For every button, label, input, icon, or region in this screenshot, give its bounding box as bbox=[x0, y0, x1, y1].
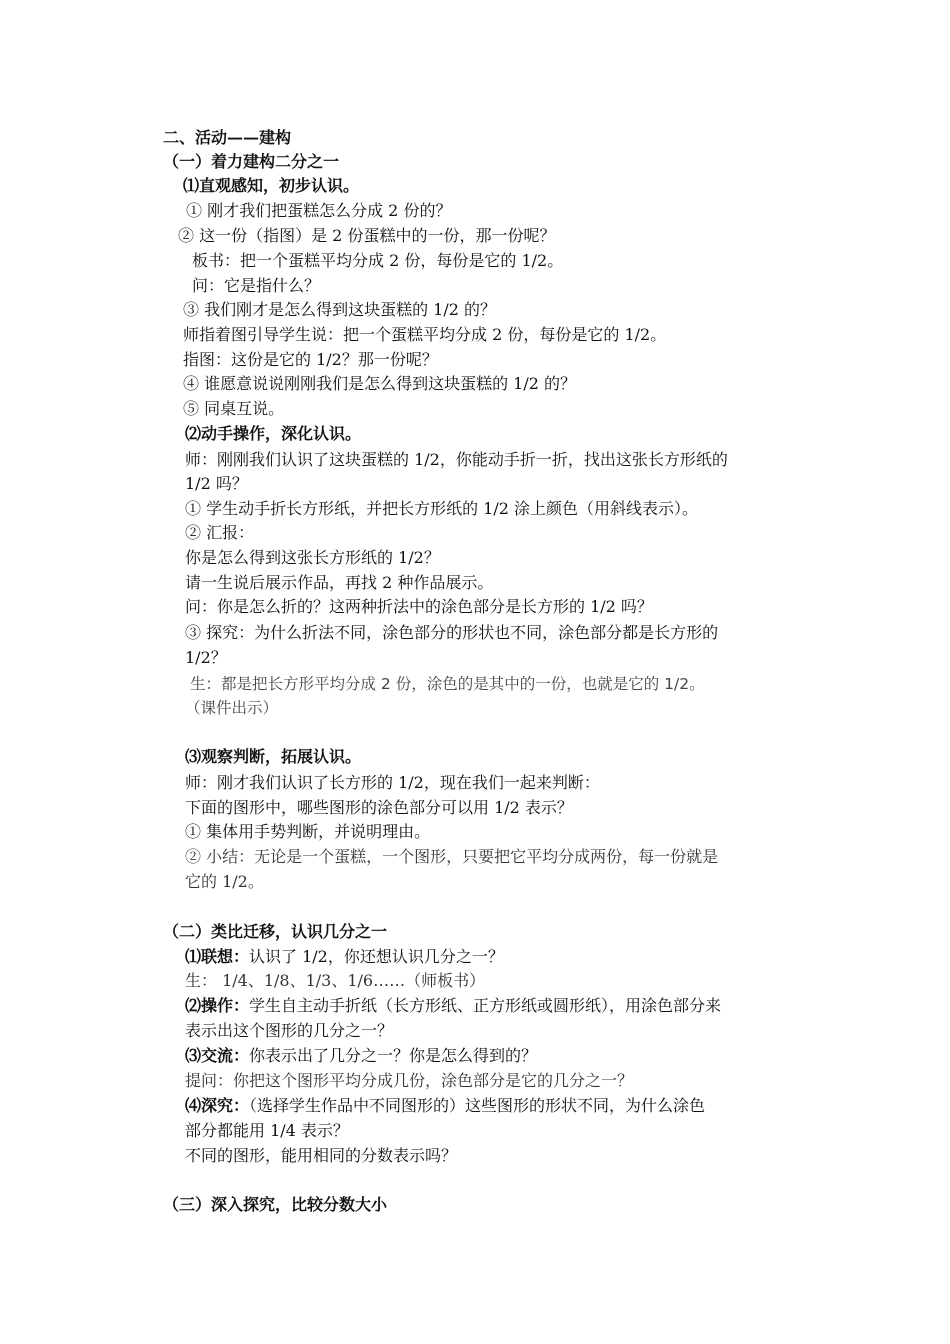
step-label: ⑴联想： bbox=[185, 947, 250, 966]
paragraph-line: ① 集体用手势判断，并说明理由。 bbox=[185, 822, 431, 841]
paragraph-line: 1/2？ bbox=[185, 648, 227, 667]
step-text: 认识了 1/2，你还想认识几分之一？ bbox=[249, 947, 504, 966]
paragraph-line bbox=[185, 1045, 537, 1067]
paragraph-line bbox=[185, 995, 721, 1017]
paragraph-line: ① 学生动手折长方形纸，并把长方形纸的 1/2 涂上颜色（用斜线表示）。 bbox=[185, 499, 699, 518]
paragraph-line: 师：刚刚我们认识了这块蛋糕的 1/2，你能动手折一折，找出这张长方形纸的 bbox=[185, 450, 728, 469]
paragraph-line: ② 汇报： bbox=[185, 523, 255, 542]
step-title-1: ⑴直观感知，初步认识。 bbox=[183, 176, 360, 195]
step-text: 学生自主动手折纸（长方形纸、正方形纸或圆形纸），用涂色部分来 bbox=[249, 996, 722, 1015]
paragraph-line: （课件出示） bbox=[185, 699, 279, 717]
section-heading: 二、活动——建构 bbox=[163, 128, 292, 147]
paragraph-line: 生： 1/4、1/8、1/3、1/6……（师板书） bbox=[185, 971, 486, 990]
paragraph-line: 板书：把一个蛋糕平均分成 2 份，每份是它的 1/2。 bbox=[192, 251, 564, 270]
paragraph-line: ① 刚才我们把蛋糕怎么分成 2 份的？ bbox=[186, 201, 452, 220]
paragraph-line: ③ 我们刚才是怎么得到这块蛋糕的 1/2 的？ bbox=[183, 300, 497, 319]
step-text: （选择学生作品中不同图形的）这些图形的形状不同，为什么涂色 bbox=[249, 1096, 706, 1115]
paragraph-line: ④ 谁愿意说说刚刚我们是怎么得到这块蛋糕的 1/2 的？ bbox=[183, 374, 577, 393]
paragraph-line: 部分都能用 1/4 表示？ bbox=[185, 1121, 349, 1140]
paragraph-line: 生：都是把长方形平均分成 2 份，涂色的是其中的一份，也就是它的 1/2。 bbox=[190, 675, 705, 693]
paragraph-line: ② 小结：无论是一个蛋糕，一个图形，只要把它平均分成两份，每一份就是 bbox=[185, 847, 719, 866]
subsection-title-1: （一）着力建构二分之一 bbox=[163, 152, 340, 171]
paragraph-line: 师：刚才我们认识了长方形的 1/2，现在我们一起来判断： bbox=[185, 773, 600, 792]
step-title-2: ⑵动手操作，深化认识。 bbox=[185, 424, 362, 443]
paragraph-line: 指图：这份是它的 1/2？那一份呢？ bbox=[183, 350, 438, 369]
step-label: ⑵操作： bbox=[185, 996, 250, 1015]
paragraph-line: 问：你是怎么折的？这两种折法中的涂色部分是长方形的 1/2 吗？ bbox=[185, 597, 653, 616]
step-text: 你表示出了几分之一？你是怎么得到的？ bbox=[249, 1046, 538, 1065]
paragraph-line: 问：它是指什么？ bbox=[192, 276, 321, 295]
paragraph-line: 你是怎么得到这张长方形纸的 1/2？ bbox=[185, 548, 440, 567]
paragraph-line: 表示出这个图形的几分之一？ bbox=[185, 1021, 394, 1040]
subsection-title-2: （二）类比迁移，认识几分之一 bbox=[163, 922, 388, 941]
paragraph-line bbox=[185, 1095, 705, 1117]
step-title-3: ⑶观察判断，拓展认识。 bbox=[185, 747, 362, 766]
paragraph-line bbox=[185, 946, 504, 968]
paragraph-line: ③ 探究：为什么折法不同，涂色部分的形状也不同，涂色部分都是长方形的 bbox=[185, 623, 719, 642]
paragraph-line: 师指着图引导学生说：把一个蛋糕平均分成 2 份，每份是它的 1/2。 bbox=[183, 325, 667, 344]
paragraph-line: 提问：你把这个图形平均分成几份，涂色部分是它的几分之一？ bbox=[185, 1071, 634, 1090]
paragraph-line: 下面的图形中，哪些图形的涂色部分可以用 1/2 表示？ bbox=[185, 798, 573, 817]
paragraph-line: ② 这一份（指图）是 2 份蛋糕中的一份，那一份呢？ bbox=[178, 226, 556, 245]
paragraph-line: ⑤ 同桌互说。 bbox=[183, 399, 285, 418]
paragraph-line: 不同的图形，能用相同的分数表示吗？ bbox=[185, 1146, 458, 1165]
subsection-title-3: （三）深入探究，比较分数大小 bbox=[163, 1195, 388, 1214]
paragraph-line: 1/2 吗？ bbox=[185, 474, 248, 493]
paragraph-line: 它的 1/2。 bbox=[185, 872, 264, 891]
paragraph-line: 请一生说后展示作品，再找 2 种作品展示。 bbox=[185, 573, 494, 592]
step-label: ⑶交流： bbox=[185, 1046, 250, 1065]
step-label: ⑷深究： bbox=[185, 1096, 250, 1115]
